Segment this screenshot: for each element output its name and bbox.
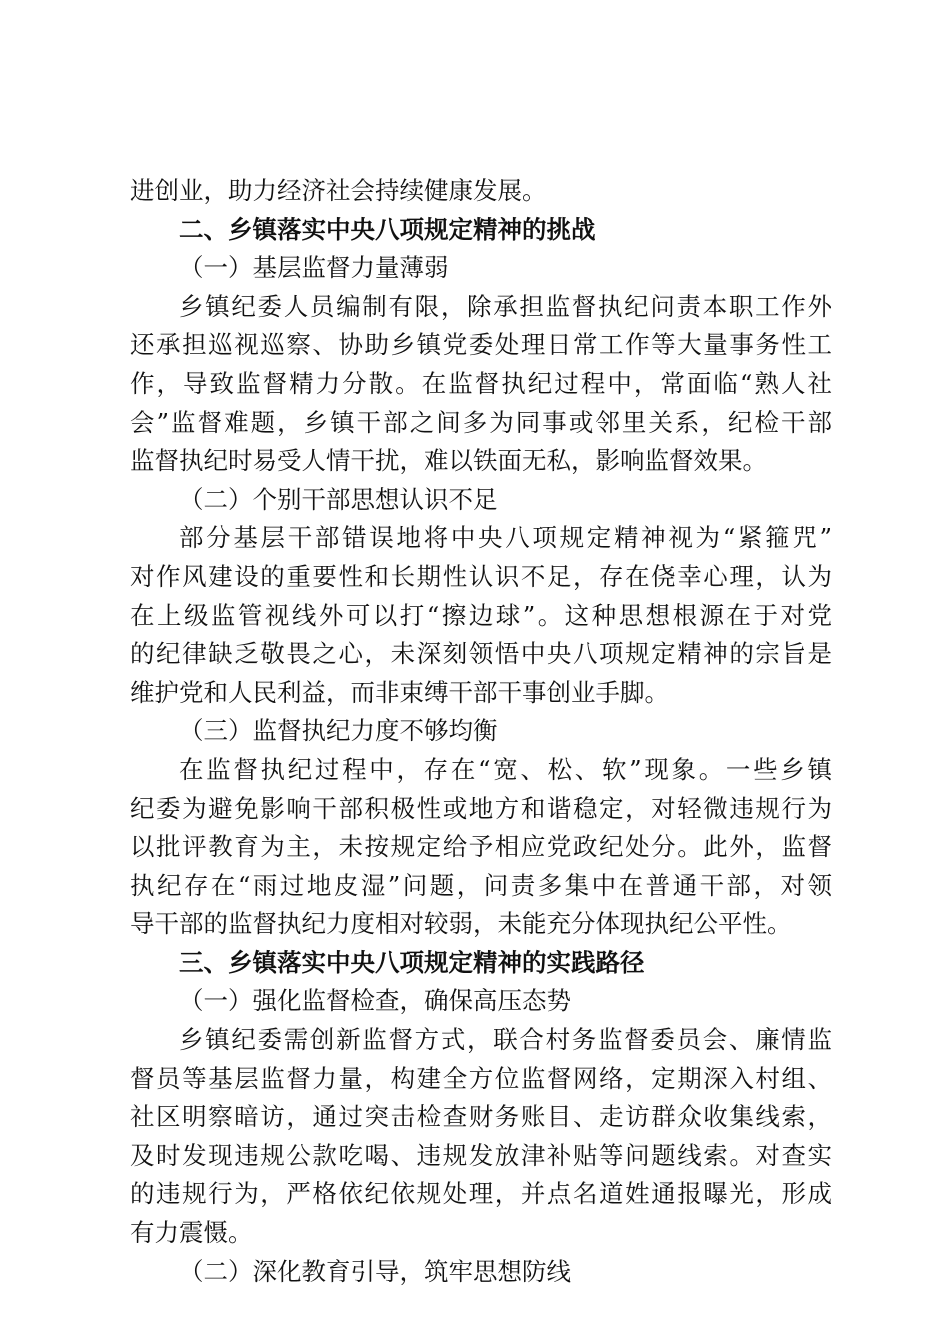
- document-body: [130, 172, 832, 1291]
- paragraph-line: 在上级监管视线外可以打“擦边球”。这种思想根源在于对党: [130, 600, 832, 630]
- section-heading: 三、乡镇落实中央八项规定精神的实践路径: [179, 947, 645, 977]
- paragraph-line: 对作风建设的重要性和长期性认识不足，存在侥幸心理，认为: [130, 561, 832, 591]
- paragraph-line: 及时发现违规公款吃喝、违规发放津补贴等问题线索。对查实: [130, 1140, 832, 1170]
- paragraph-line: 的违规行为，严格依纪依规处理，并点名道姓通报曝光，形成: [130, 1179, 832, 1209]
- subsection-heading: （二）深化教育引导，筑牢思想防线: [179, 1256, 571, 1286]
- paragraph-line: 有力震慑。: [130, 1218, 253, 1248]
- subsection-heading: （一）强化监督检查，确保高压态势: [179, 986, 571, 1016]
- paragraph-line: 作，导致监督精力分散。在监督执纪过程中，常面临“熟人社: [130, 368, 832, 398]
- subsection-heading: （二）个别干部思想认识不足: [179, 484, 498, 514]
- paragraph-line: 以批评教育为主，未按规定给予相应党政纪处分。此外，监督: [130, 832, 832, 862]
- subsection-heading: （一）基层监督力量薄弱: [179, 253, 449, 283]
- paragraph-line: 监督执纪时易受人情干扰，难以铁面无私，影响监督效果。: [130, 446, 767, 476]
- paragraph-line: 进创业，助力经济社会持续健康发展。: [130, 176, 547, 205]
- paragraph-line: 在监督执纪过程中，存在“宽、松、软”现象。一些乡镇: [179, 754, 832, 784]
- paragraph-line: 还承担巡视巡察、协助乡镇党委处理日常工作等大量事务性工: [130, 330, 832, 360]
- section-heading: 二、乡镇落实中央八项规定精神的挑战: [179, 214, 596, 244]
- paragraph-line: 会”监督难题，乡镇干部之间多为同事或邻里关系，纪检干部: [130, 407, 832, 437]
- paragraph-line: 导干部的监督执纪力度相对较弱，未能充分体现执纪公平性。: [130, 909, 792, 939]
- paragraph-line: 的纪律缺乏敬畏之心，未深刻领悟中央八项规定精神的宗旨是: [130, 639, 832, 669]
- paragraph-line: 督员等基层监督力量，构建全方位监督网络，定期深入村组、: [130, 1063, 832, 1093]
- paragraph-line: 社区明察暗访，通过突击检查财务账目、走访群众收集线索，: [130, 1102, 832, 1132]
- paragraph-line: 维护党和人民利益，而非束缚干部干事创业手脚。: [130, 677, 669, 707]
- paragraph-line: 乡镇纪委人员编制有限，除承担监督执纪问责本职工作外: [179, 291, 832, 321]
- paragraph-line: 部分基层干部错误地将中央八项规定精神视为“紧箍咒”: [179, 523, 832, 553]
- paragraph-line: 执纪存在“雨过地皮湿”问题，问责多集中在普通干部，对领: [130, 870, 832, 900]
- subsection-heading: （三）监督执纪力度不够均衡: [179, 716, 498, 746]
- paragraph-line: 纪委为避免影响干部积极性或地方和谐稳定，对轻微违规行为: [130, 793, 832, 823]
- paragraph-line: 乡镇纪委需创新监督方式，联合村务监督委员会、廉情监: [179, 1025, 832, 1055]
